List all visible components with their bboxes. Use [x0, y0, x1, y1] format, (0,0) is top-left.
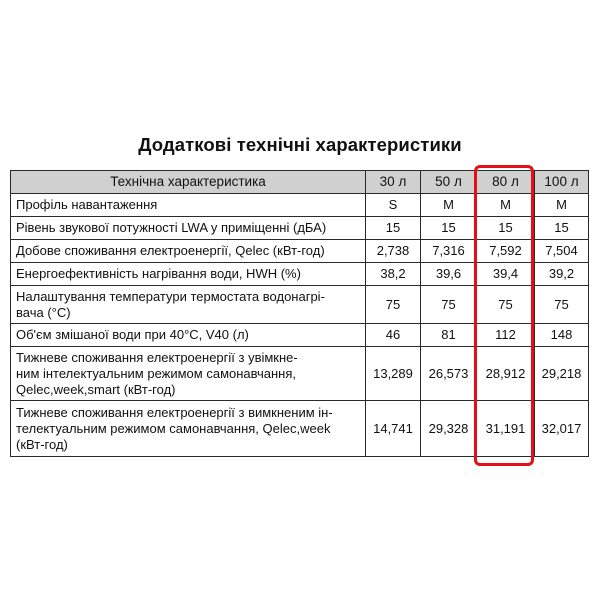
cell-50l: 81	[421, 324, 477, 347]
row-label: Профіль навантаження	[11, 194, 366, 217]
row-label: Тижневе споживання електроенергії з вимкненим ін- телектуальним режимом самонавчання, Qelec,week (кВт-год)	[11, 401, 366, 457]
table-row	[11, 324, 589, 347]
cell-100l: 15	[535, 217, 589, 240]
row-label: Об'єм змішаної води при 40°C, V40 (л)	[11, 324, 366, 347]
row-label: Енергоефективність нагрівання води, HWH (%)	[11, 263, 366, 286]
cell-50l: 29,328	[421, 401, 477, 457]
page-title: Додаткові технічні характеристики	[138, 134, 462, 155]
cell-30l: 13,289	[366, 347, 421, 401]
cell-30l: 38,2	[366, 263, 421, 286]
column-header-30l: 30 л	[366, 171, 421, 194]
cell-50l: 39,6	[421, 263, 477, 286]
column-header-100l: 100 л	[535, 171, 589, 194]
cell-30l: 75	[366, 286, 421, 324]
cell-100l: 29,218	[535, 347, 589, 401]
cell-100l: 7,504	[535, 240, 589, 263]
column-header-50l: 50 л	[421, 171, 477, 194]
cell-50l: M	[421, 194, 477, 217]
cell-80l: 39,4	[477, 263, 535, 286]
cell-80l: 31,191	[477, 401, 535, 457]
table-row	[11, 401, 589, 457]
cell-100l: 75	[535, 286, 589, 324]
table-row	[11, 217, 589, 240]
cell-50l: 26,573	[421, 347, 477, 401]
table-header-row	[11, 171, 589, 194]
cell-80l: 28,912	[477, 347, 535, 401]
cell-30l: S	[366, 194, 421, 217]
table-row	[11, 263, 589, 286]
specifications-table	[10, 170, 589, 457]
cell-30l: 46	[366, 324, 421, 347]
column-header-80l: 80 л	[477, 171, 535, 194]
row-label: Налаштування температури термостата водонагрі- вача (°C)	[11, 286, 366, 324]
table-row	[11, 194, 589, 217]
table-row	[11, 240, 589, 263]
cell-80l: M	[477, 194, 535, 217]
table-row	[11, 347, 589, 401]
table-row	[11, 286, 589, 324]
cell-100l: 148	[535, 324, 589, 347]
row-label: Рівень звукової потужності LWA у приміщенні (дБА)	[11, 217, 366, 240]
cell-30l: 14,741	[366, 401, 421, 457]
column-header-characteristic: Технічна характеристика	[11, 171, 366, 194]
cell-50l: 15	[421, 217, 477, 240]
cell-100l: M	[535, 194, 589, 217]
cell-80l: 15	[477, 217, 535, 240]
cell-80l: 75	[477, 286, 535, 324]
cell-30l: 2,738	[366, 240, 421, 263]
cell-50l: 7,316	[421, 240, 477, 263]
cell-100l: 32,017	[535, 401, 589, 457]
cell-50l: 75	[421, 286, 477, 324]
cell-80l: 7,592	[477, 240, 535, 263]
cell-80l: 112	[477, 324, 535, 347]
cell-100l: 39,2	[535, 263, 589, 286]
row-label: Тижневе споживання електроенергії з увімкне- ним інтелектуальним режимом самонавчання, Qelec,week,smart (кВт-год)	[11, 347, 366, 401]
row-label: Добове споживання електроенергії, Qelec (кВт-год)	[11, 240, 366, 263]
cell-30l: 15	[366, 217, 421, 240]
